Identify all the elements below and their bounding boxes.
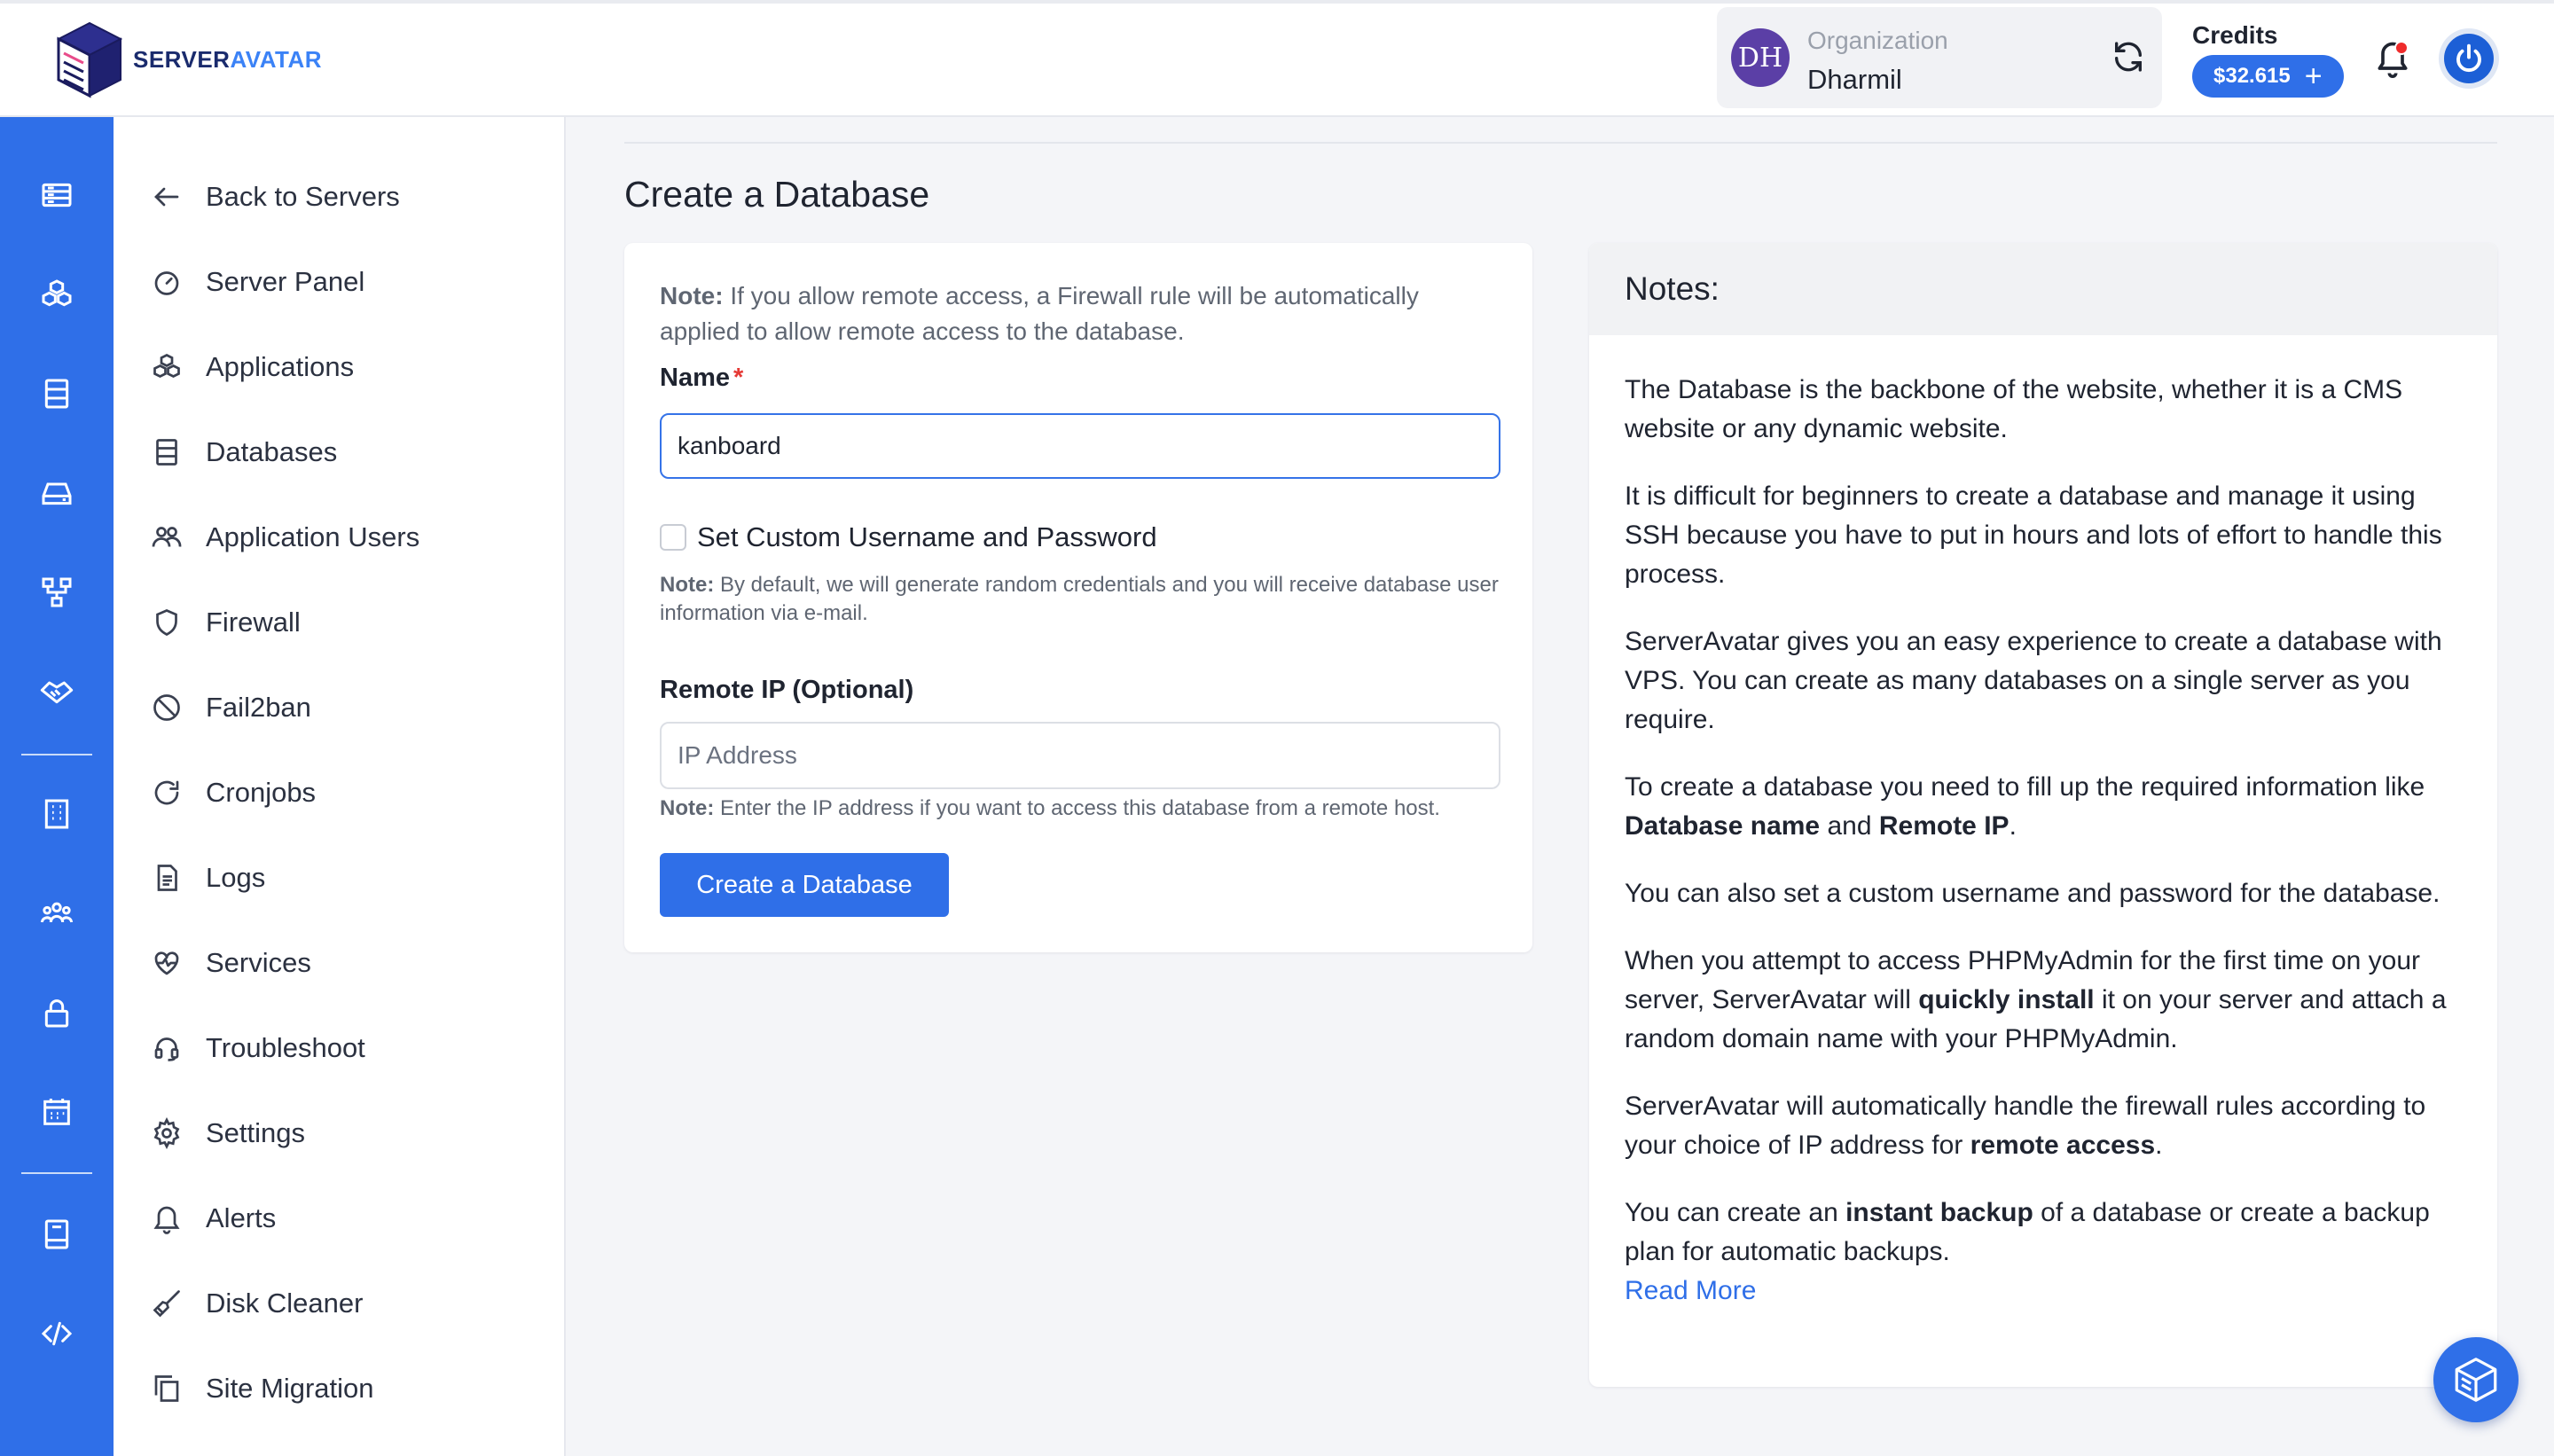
logo-cube-icon: [53, 20, 126, 99]
rail-divider: [21, 754, 92, 755]
menu-item-logs[interactable]: Logs: [151, 851, 541, 904]
organization-avatar: DH: [1731, 28, 1790, 87]
database-name-input[interactable]: [660, 413, 1500, 479]
credentials-note: Note: By default, we will generate random credentials and you will receive database user information via e-mail.: [660, 573, 1499, 625]
menu-item-application-users[interactable]: Application Users: [151, 511, 541, 564]
rail-lock-icon[interactable]: [39, 995, 74, 1030]
credits-add-button[interactable]: [2192, 55, 2344, 98]
brand-name: SERVERAVATAR: [133, 45, 323, 73]
remote-ip-note: Note: Enter the IP address if you want to access this database from a remote host.: [660, 796, 1440, 820]
credits-label: Credits: [2192, 21, 2278, 49]
rail-docs-icon[interactable]: [39, 1217, 74, 1252]
organization-label: Organization: [1807, 27, 1948, 54]
ban-icon: [151, 692, 183, 724]
cubes-icon: [151, 351, 183, 383]
headset-icon: [151, 1032, 183, 1064]
custom-credentials-row[interactable]: [660, 521, 1157, 553]
notes-paragraph: ServerAvatar gives you an easy experience to create a database with VPS. You can create as many databases on a single server as you require.: [1625, 627, 2442, 734]
credits-value: $32.615: [2213, 64, 2291, 88]
rail-code-icon[interactable]: [39, 1316, 74, 1351]
menu-item-server-panel[interactable]: Server Panel: [151, 255, 541, 309]
rail-team-icon[interactable]: [39, 896, 74, 931]
menu-item-troubleshoot[interactable]: Troubleshoot: [151, 1022, 541, 1075]
menu-item-cronjobs[interactable]: Cronjobs: [151, 766, 541, 819]
menu-item-site-migration[interactable]: Site Migration: [151, 1362, 541, 1415]
notes-paragraph: The Database is the backbone of the website, whether it is a CMS website or any dynamic website.: [1625, 375, 2403, 443]
notes-paragraph: You can also set a custom username and password for the database.: [1625, 879, 2440, 908]
menu-item-settings[interactable]: Settings: [151, 1107, 541, 1160]
notes-title: Notes:: [1589, 243, 2497, 335]
shield-icon: [151, 607, 183, 638]
top-header: [0, 0, 2554, 117]
gear-icon: [151, 1117, 183, 1149]
copy-icon: [151, 1373, 183, 1405]
notes-panel: [1589, 243, 2497, 1387]
rail-applications-icon[interactable]: [39, 277, 74, 312]
brand-logo[interactable]: [53, 20, 322, 99]
menu-item-back-to-servers[interactable]: Back to Servers: [151, 170, 541, 223]
power-icon: [2453, 43, 2485, 74]
cube-icon: [2450, 1354, 2502, 1405]
rail-storage-icon[interactable]: [39, 475, 74, 511]
notification-dot: [2394, 41, 2409, 55]
notes-paragraph: It is difficult for beginners to create a database and manage it using SSH because you have to put in hours and lots of effort to handle this process.: [1625, 481, 2442, 589]
read-more-link[interactable]: Read More: [1625, 1276, 1757, 1305]
notes-paragraph: To create a database you need to fill up the required information like Database name and Remote IP.: [1625, 772, 2425, 841]
rail-network-icon[interactable]: [39, 575, 74, 610]
plus-icon: +: [2304, 59, 2323, 93]
bell-icon: [151, 1202, 183, 1234]
remote-access-note: Note: If you allow remote access, a Firewall rule will be automatically applied to allow remote access to the database.: [660, 282, 1419, 345]
rail-divider: [21, 1172, 92, 1174]
heartbeat-icon: [151, 947, 183, 979]
notes-paragraph: You can create an instant backup of a database or create a backup plan for automatic backups.: [1625, 1198, 2430, 1266]
rail-handshake-icon[interactable]: [39, 674, 74, 709]
rail-organization-icon[interactable]: [39, 796, 74, 832]
menu-item-alerts[interactable]: Alerts: [151, 1192, 541, 1245]
create-database-form: [624, 243, 1532, 952]
rail-calendar-icon[interactable]: [39, 1094, 74, 1130]
gauge-icon: [151, 266, 183, 298]
user-menu-button[interactable]: [2439, 28, 2499, 89]
notes-paragraph: ServerAvatar will automatically handle the firewall rules according to your choice of IP address for remote access.: [1625, 1092, 2426, 1160]
refresh-icon: [151, 777, 183, 809]
notes-body: [1589, 335, 2497, 1311]
organization-switcher[interactable]: [1717, 7, 2162, 108]
menu-item-databases[interactable]: Databases: [151, 426, 541, 479]
users-icon: [151, 521, 183, 553]
file-icon: [151, 862, 183, 894]
switch-refresh-icon[interactable]: [2111, 39, 2146, 74]
content-divider: [624, 142, 2497, 144]
organization-name: Dharmil: [1807, 64, 1902, 95]
database-icon: [151, 436, 183, 468]
menu-item-applications[interactable]: Applications: [151, 341, 541, 394]
rail-servers-icon[interactable]: [39, 177, 74, 213]
menu-item-firewall[interactable]: Firewall: [151, 596, 541, 649]
arrow-left-icon: [151, 181, 183, 213]
rail-databases-icon[interactable]: [39, 376, 74, 411]
menu-item-services[interactable]: Services: [151, 936, 541, 990]
create-database-button[interactable]: Create a Database: [660, 853, 949, 917]
required-marker: *: [733, 364, 744, 392]
remote-ip-label: Remote IP (Optional): [660, 676, 914, 704]
broom-icon: [151, 1288, 183, 1319]
remote-ip-input[interactable]: [660, 722, 1500, 789]
server-menu: [114, 117, 566, 1456]
page-title: Create a Database: [624, 174, 930, 215]
support-chat-button[interactable]: [2433, 1337, 2519, 1422]
icon-rail: [0, 117, 114, 1456]
name-label: Name *: [660, 364, 744, 392]
custom-credentials-label[interactable]: Set Custom Username and Password: [697, 521, 1157, 552]
menu-item-fail2ban[interactable]: Fail2ban: [151, 681, 541, 734]
menu-item-disk-cleaner[interactable]: Disk Cleaner: [151, 1277, 541, 1330]
custom-credentials-checkbox[interactable]: [660, 524, 686, 551]
notes-paragraph: When you attempt to access PHPMyAdmin for the first time on your server, ServerAvatar will quickly install it on your server and attach a random domain name with your PHPMyAdmin.: [1625, 946, 2447, 1053]
